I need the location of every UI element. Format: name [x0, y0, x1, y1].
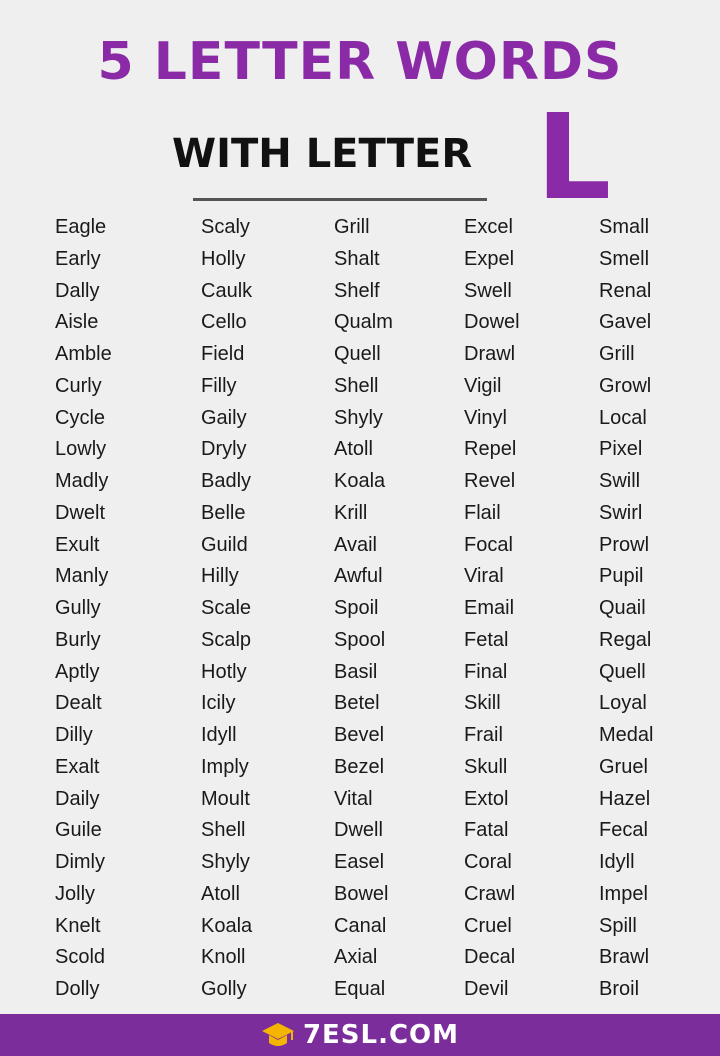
word-item: Jolly — [55, 882, 96, 905]
word-item: Dwelt — [55, 501, 106, 524]
word-item: Dryly — [201, 438, 247, 461]
word-item: Shyly — [201, 851, 250, 873]
word-item: Qualm — [334, 311, 393, 334]
word-item: Crawl — [464, 882, 516, 905]
word-item: Loyal — [599, 692, 647, 715]
word-item: Hilly — [201, 565, 239, 588]
word-item: Viral — [464, 565, 504, 588]
word-item: Spoil — [334, 597, 379, 619]
word-item: Flail — [464, 501, 501, 524]
word-item: Manly — [55, 565, 109, 588]
word-item: Early — [55, 247, 101, 270]
word-item: Pupil — [599, 565, 644, 588]
word-column-3 — [334, 212, 393, 1006]
word-item: Gaily — [201, 406, 247, 429]
word-item: Shell — [334, 374, 379, 397]
word-item: Burly — [55, 628, 101, 651]
word-item: Filly — [201, 374, 237, 397]
word-column-5 — [599, 212, 653, 1006]
word-column-1 — [55, 212, 112, 1006]
word-item: Hazel — [599, 787, 651, 810]
word-item: Madly — [55, 470, 109, 492]
word-item: Grill — [599, 343, 635, 365]
word-item: Equal — [334, 978, 386, 1000]
word-item: Fecal — [599, 819, 648, 842]
word-item: Shyly — [334, 406, 383, 429]
word-item: Lowly — [55, 438, 107, 461]
footer-bar — [0, 1014, 720, 1056]
word-item: Prowl — [599, 533, 650, 556]
word-item: Spill — [599, 914, 637, 937]
word-item: Vinyl — [464, 406, 507, 429]
word-item: Scale — [201, 597, 252, 619]
word-item: Impel — [599, 882, 648, 905]
title-divider — [193, 198, 487, 201]
word-item: Fatal — [464, 819, 509, 842]
word-item: Dealt — [55, 692, 102, 715]
word-item: Guile — [55, 819, 102, 842]
word-item: Awful — [334, 565, 383, 588]
word-item: Grill — [334, 216, 370, 238]
word-item: Scold — [55, 946, 106, 969]
word-column-4 — [464, 212, 520, 1006]
word-item: Golly — [201, 978, 247, 1000]
word-item: Shelf — [334, 279, 380, 302]
word-item: Field — [201, 343, 245, 365]
word-item: Focal — [464, 533, 513, 556]
word-item: Bezel — [334, 755, 385, 778]
word-item: Decal — [464, 946, 516, 969]
word-item: Dilly — [55, 724, 93, 746]
word-item: Dwell — [334, 819, 383, 842]
word-item: Koala — [201, 914, 253, 937]
word-item: Drawl — [464, 343, 516, 365]
word-item: Krill — [334, 501, 368, 524]
word-item: Bevel — [334, 724, 385, 746]
word-item: Idyll — [599, 851, 635, 873]
word-item: Quell — [334, 343, 381, 365]
word-item: Atoll — [201, 882, 240, 905]
word-item: Atoll — [334, 438, 373, 461]
word-item: Skill — [464, 692, 501, 715]
word-item: Koala — [334, 470, 386, 492]
word-item: Devil — [464, 978, 509, 1000]
word-item: Moult — [201, 787, 250, 810]
word-item: Idyll — [201, 724, 237, 746]
graduation-cap-icon — [261, 1020, 295, 1050]
word-item: Vital — [334, 787, 373, 810]
word-item: Fetal — [464, 628, 509, 651]
word-item: Badly — [201, 470, 252, 492]
word-item: Knoll — [201, 946, 246, 969]
word-item: Coral — [464, 851, 512, 873]
page-title: 5 LETTER WORDS — [97, 32, 623, 92]
word-item: Excel — [464, 216, 513, 238]
word-item: Frail — [464, 724, 503, 746]
word-item: Hotly — [201, 660, 247, 683]
word-item: Revel — [464, 470, 516, 492]
word-item: Curly — [55, 374, 102, 397]
word-item: Gavel — [599, 311, 652, 334]
word-item: Imply — [201, 755, 249, 778]
word-item: Canal — [334, 914, 387, 937]
word-item: Avail — [334, 533, 377, 556]
word-item: Brawl — [599, 946, 650, 969]
word-item: Guild — [201, 533, 248, 556]
word-item: Basil — [334, 660, 378, 683]
word-item: Growl — [599, 374, 652, 397]
word-item: Extol — [464, 787, 509, 810]
word-item: Quell — [599, 660, 646, 683]
word-item: Swirl — [599, 501, 643, 524]
word-item: Renal — [599, 279, 652, 302]
word-item: Bowel — [334, 882, 389, 905]
word-item: Dimly — [55, 851, 105, 873]
word-column-2 — [201, 212, 252, 1006]
word-item: Vigil — [464, 374, 502, 397]
word-item: Daily — [55, 787, 100, 810]
word-item: Final — [464, 660, 508, 683]
word-item: Dowel — [464, 311, 520, 334]
word-item: Aisle — [55, 311, 99, 334]
word-item: Shalt — [334, 247, 380, 270]
word-item: Spool — [334, 628, 386, 651]
word-item: Small — [599, 216, 650, 238]
word-item: Medal — [599, 724, 654, 746]
word-item: Expel — [464, 247, 515, 270]
word-item: Eagle — [55, 216, 107, 238]
word-item: Quail — [599, 597, 646, 619]
word-item: Amble — [55, 343, 112, 365]
word-item: Exult — [55, 533, 100, 556]
word-item: Aptly — [55, 660, 100, 683]
word-item: Cycle — [55, 406, 106, 429]
word-item: Holly — [201, 247, 246, 270]
word-item: Dally — [55, 279, 100, 302]
word-item: Cello — [201, 311, 247, 334]
word-item: Smell — [599, 247, 650, 270]
word-item: Local — [599, 406, 647, 429]
word-item: Betel — [334, 692, 380, 715]
word-item: Axial — [334, 946, 378, 969]
word-item: Swill — [599, 470, 641, 492]
word-item: Easel — [334, 851, 385, 873]
word-item: Email — [464, 597, 515, 619]
word-item: Regal — [599, 628, 652, 651]
featured-letter: L — [536, 88, 612, 226]
word-item: Caulk — [201, 279, 253, 302]
word-item: Gruel — [599, 755, 648, 778]
word-item: Pixel — [599, 438, 643, 461]
word-item: Belle — [201, 501, 246, 524]
word-item: Scalp — [201, 628, 252, 651]
word-item: Dolly — [55, 978, 100, 1000]
word-item: Knelt — [55, 914, 101, 937]
footer-brand: 7ESL.COM — [302, 1020, 460, 1050]
page-subtitle: WITH LETTER — [172, 131, 473, 177]
word-item: Cruel — [464, 914, 512, 937]
word-item: Gully — [55, 597, 101, 619]
word-item: Repel — [464, 438, 517, 461]
word-item: Exalt — [55, 755, 100, 778]
word-item: Icily — [201, 692, 236, 715]
word-item: Swell — [464, 279, 512, 302]
word-item: Broil — [599, 978, 640, 1000]
word-item: Skull — [464, 755, 508, 778]
word-item: Shell — [201, 819, 246, 842]
word-item: Scaly — [201, 216, 250, 238]
